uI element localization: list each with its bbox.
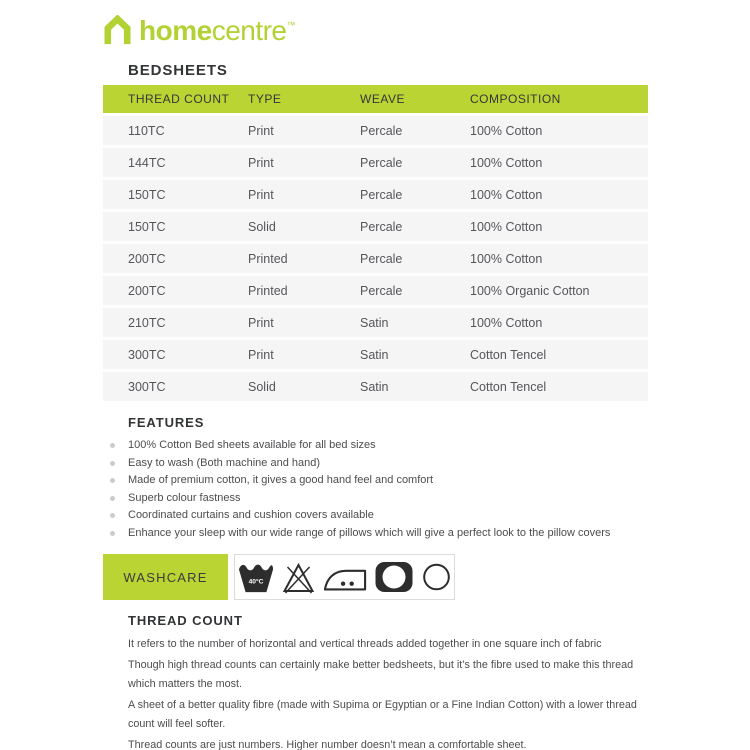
wash-tub-40c-icon — [238, 560, 274, 594]
thread-count-paragraphs — [128, 635, 652, 750]
table-cell: Percale — [360, 123, 403, 138]
table-cell: Print — [248, 187, 274, 202]
content-column — [103, 0, 648, 750]
feature-text: Enhance your sleep with our wide range of pillows which will give a perfect look to the pillow covers — [128, 526, 611, 539]
table-cell: 100% Cotton — [470, 155, 543, 170]
table-cell: 210TC — [128, 315, 166, 330]
table-cell: 100% Organic Cotton — [470, 283, 590, 298]
table-row — [103, 276, 648, 305]
table-cell: Percale — [360, 219, 403, 234]
table-cell: Print — [248, 155, 274, 170]
thread-count-paragraph: Though high thread counts can certainly make better bedsheets, but it’s the fibre used to make this thread which matters the most. — [128, 659, 634, 690]
table-header-row — [103, 85, 648, 113]
dry-clean-circle-icon — [421, 560, 452, 594]
header-type: TYPE — [248, 92, 282, 106]
table-cell: Print — [248, 347, 274, 362]
tumble-dry-icon — [374, 560, 414, 594]
table-cell: Percale — [360, 251, 403, 266]
features-list — [128, 440, 648, 539]
washcare-icons-box — [234, 554, 455, 600]
bullet-icon — [110, 513, 115, 518]
table-cell: Satin — [360, 315, 389, 330]
table-cell: 200TC — [128, 251, 166, 266]
logo-wordmark — [139, 11, 296, 45]
table-cell: 200TC — [128, 283, 166, 298]
features-section — [128, 415, 648, 539]
table-cell: 100% Cotton — [470, 315, 543, 330]
table-row — [103, 148, 648, 177]
bullet-icon — [110, 496, 115, 501]
bullet-icon — [110, 531, 115, 536]
table-cell: 150TC — [128, 187, 166, 202]
feature-text: Made of premium cotton, it gives a good hand feel and comfort — [128, 474, 434, 486]
table-cell: Percale — [360, 283, 403, 298]
feature-item — [110, 493, 648, 505]
logo-text-home: home — [139, 15, 212, 46]
thread-count-paragraph: A sheet of a better quality fibre (made with Supima or Egyptian or a Fine Indian Cotton) with a lower thread count will feel softer. — [128, 699, 637, 730]
bullet-icon — [110, 461, 115, 466]
house-icon — [103, 15, 132, 45]
table-cell: Print — [248, 123, 274, 138]
feature-text: 100% Cotton Bed sheets available for all bed sizes — [128, 439, 376, 451]
table-cell: 100% Cotton — [470, 187, 543, 202]
table-cell: 150TC — [128, 219, 166, 234]
page-title: BEDSHEETS — [128, 62, 228, 79]
header-thread-count: THREAD COUNT — [128, 92, 230, 106]
feature-text: Superb colour fastness — [128, 491, 241, 504]
table-row — [103, 372, 648, 401]
table-cell: Cotton Tencel — [470, 379, 547, 394]
table-cell: 100% Cotton — [470, 123, 543, 138]
feature-text: Coordinated curtains and cushion covers available — [128, 509, 374, 521]
table-row — [103, 116, 648, 145]
table-cell: Printed — [248, 283, 288, 298]
thread-count-paragraph: Thread counts are just numbers. Higher number doesn’t mean a comfortable sheet. — [128, 739, 527, 750]
table-cell: 100% Cotton — [470, 219, 543, 234]
iron-two-dots-icon — [323, 561, 367, 593]
feature-text: Easy to wash (Both machine and hand) — [128, 456, 321, 469]
homecentre-logo — [103, 15, 648, 45]
table-cell: 144TC — [128, 155, 166, 170]
table-cell: 300TC — [128, 379, 166, 394]
thread-count-paragraph: It refers to the number of horizontal and vertical threads added together in one square inch of fabric — [128, 638, 602, 650]
washcare-section — [103, 554, 648, 600]
table-cell: Solid — [248, 379, 276, 394]
table-cell: Print — [248, 315, 274, 330]
header-composition: COMPOSITION — [470, 92, 561, 106]
thread-count-title: THREAD COUNT — [128, 613, 243, 628]
feature-item — [110, 475, 648, 487]
feature-item — [110, 528, 648, 540]
table-row — [103, 340, 648, 369]
table-cell: Solid — [248, 219, 276, 234]
wash-temp-label: 40°C — [248, 578, 263, 586]
table-cell: Percale — [360, 187, 403, 202]
table-cell: Satin — [360, 347, 389, 362]
feature-item — [110, 458, 648, 470]
logo-text-centre: centre — [211, 15, 287, 46]
feature-item — [110, 510, 648, 522]
table-cell: Percale — [360, 155, 403, 170]
features-title: FEATURES — [128, 415, 205, 430]
table-cell: Satin — [360, 379, 389, 394]
thread-count-section — [128, 613, 652, 750]
table-row — [103, 180, 648, 209]
do-not-bleach-icon — [281, 560, 316, 594]
table-row — [103, 212, 648, 241]
header-weave: WEAVE — [360, 92, 405, 106]
table-cell: Cotton Tencel — [470, 347, 547, 362]
washcare-label: WASHCARE — [103, 554, 228, 600]
feature-item — [110, 440, 648, 452]
bullet-icon — [110, 443, 115, 448]
table-cell: 300TC — [128, 347, 166, 362]
table-cell: 100% Cotton — [470, 251, 543, 266]
table-body — [103, 116, 648, 401]
bullet-icon — [110, 478, 115, 483]
trademark-symbol: ™ — [286, 20, 296, 30]
table-cell: 110TC — [128, 123, 165, 138]
table-row — [103, 308, 648, 337]
table-row — [103, 244, 648, 273]
bedsheets-table — [103, 85, 648, 401]
table-cell: Printed — [248, 251, 288, 266]
